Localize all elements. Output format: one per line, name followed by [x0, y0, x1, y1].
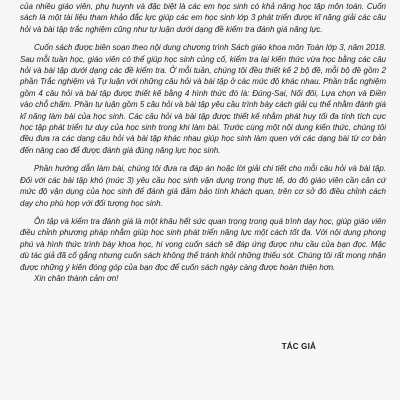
closing-thanks: Xin chân thành cảm ơn!	[34, 273, 119, 283]
paragraph-intro: của nhiều giáo viên, phụ huynh và đặc biệt là các em học sinh có khả năng học tập môn toán. Cuốn sách là một tài liệu tham khảo đắc lực giúp các em học sinh lớp 3 phát triển được kĩ năng giải các câu hỏi và bài tập trắc nghiệm cũng như tự luận dưới dạng đề kiểm tra đánh giá năng lực.	[20, 2, 386, 34]
paragraph-conclusion: Ôn tập và kiểm tra đánh giá là một khâu hết sức quan trọng trong quá trình dạy học, giúp giáo viên điều chỉnh phương pháp nhằm giúp học sinh phát triển năng lực một cách tốt đa. Với nội dung phong phú và hình thức trình bày khoa học, hi vọng cuốn sách sẽ đáp ứng được nhu cầu của bạn đọc. Mặc dù tác giả đã cố gắng nhưng cuốn sách không thể tránh khỏi những thiếu sót. Chúng tôi rất mong nhận được những ý kiến đóng góp của bạn đọc để cuốn sách ngày càng được hoàn thiện hơn.	[20, 216, 386, 272]
paragraph-guidance: Phần hướng dẫn làm bài, chúng tôi đưa ra đáp án hoặc lời giải chi tiết cho mỗi câu hỏi và bài tập. Đối với các bài tập khó (mức 3) yêu cầu học sinh vận dụng trong thực tế, do đó giáo viên cần cân cứ mức độ vận dụng của học sinh để đánh giá đảm bảo tính khách quan, trên cơ sở đó điều chỉnh cách dạy cho phù hợp với đối tượng học sinh.	[20, 164, 386, 208]
paragraph-content: Cuốn sách được biên soạn theo nội dung chương trình Sách giáo khoa môn Toán lớp 3, năm 2018. Sau mỗi tuần học, giáo viên có thể giúp học sinh củng cố, kiểm tra lại kiến thức vừa học bằng các câu hỏi và bài tập dưới dạng các đề kiểm tra. Ở mỗi tuần, chúng tôi đều thiết kế 2 bộ đề, mỗi bộ đề gồm 2 phần Trắc nghiệm và Tự luận với những câu hỏi và bài tập ở các mức độ khác nhau. Phần trắc nghiệm gồm 4 câu hỏi và bài tập được thiết kế bằng 4 hình thức đó là: Đúng-Sai, Nối đôi, Lựa chọn và Điền vào chỗ chấm. Phần tự luận gồm 5 câu hỏi và bài tập yêu cầu trình bày cách giải cụ thể nhằm đánh giá kĩ năng làm bài của học sinh. Các câu hỏi và bài tập được thiết kế nhằm phát huy tối đa tính tích cực học tập phát triển tư duy của học sinh trong khi làm bài. Trước cùng một nội dung kiến thức, chúng tôi đều đưa ra các dạng câu hỏi và bài tập khác nhau giúp học sinh làm quen với các dạng bài từ cơ bản đến nâng cao để được đánh giá đúng năng lực học sinh.	[20, 43, 386, 155]
author-signature: TÁC GIẢ	[281, 342, 316, 351]
